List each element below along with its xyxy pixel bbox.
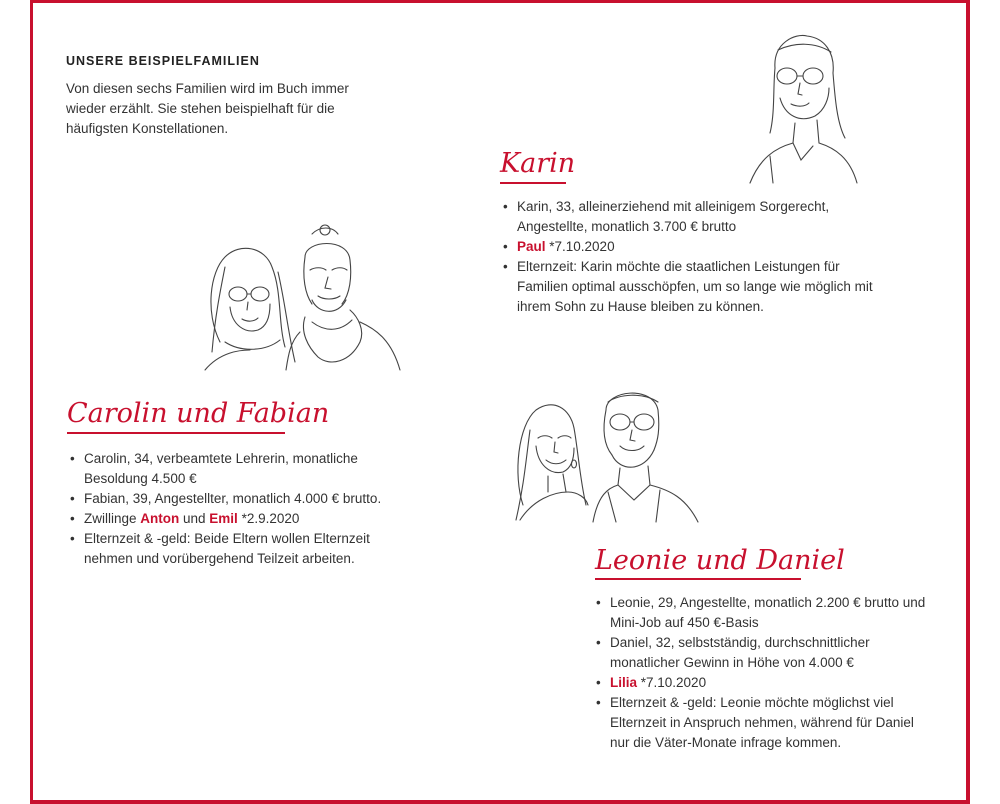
list-item: • Elternzeit & -geld: Beide Eltern wollen Elternzeit nehmen und vorübergehend Teilzeit arbeiten. [70,529,420,569]
section-title: UNSERE BEISPIELFAMILIEN [66,54,260,68]
carolin-fabian-underline [67,432,285,434]
list-item: • Fabian, 39, Angestellter, monatlich 4.000 € brutto. [70,489,420,509]
list-item: • Karin, 33, alleinerziehend mit alleinigem Sorgerecht, Angestellte, monatlich 3.700 € brutto [503,197,893,237]
list-item: • Lilia *7.10.2020 [596,673,936,693]
list-item: • Elternzeit & -geld: Leonie möchte möglichst viel Elternzeit in Anspruch nehmen, während für Daniel nur die Väter-Monate infrage kommen. [596,693,936,753]
carolin-fabian-facts [70,449,420,569]
carolin-fabian-name: Carolin und Fabian [67,398,330,429]
child-name: Emil [209,511,238,526]
karin-portrait-illustration [745,28,865,188]
karin-underline [500,182,566,184]
list-item: • Elternzeit: Karin möchte die staatlichen Leistungen für Familien optimal ausschöpfen, um so lange wie möglich mit ihrem Sohn zu Hause bleiben zu können. [503,257,893,317]
leonie-daniel-portrait-illustration [508,380,708,525]
leonie-daniel-facts [596,593,936,753]
child-name: Paul [517,239,546,254]
leonie-daniel-name: Leonie und Daniel [595,545,845,576]
carolin-fabian-portrait-illustration [200,222,405,372]
list-item: • Paul *7.10.2020 [503,237,893,257]
child-name: Lilia [610,675,638,690]
intro-text: Von diesen sechs Familien wird im Buch immer wieder erzählt. Sie stehen beispielhaft für die häufigsten Konstellationen. [66,81,349,136]
list-item: • Zwillinge Anton und Emil *2.9.2020 [70,509,420,529]
list-item: • Daniel, 32, selbstständig, durchschnittlicher monatlicher Gewinn in Höhe von 4.000 € [596,633,936,673]
child-name: Anton [140,511,180,526]
karin-facts [503,197,893,317]
karin-name: Karin [500,148,576,179]
leonie-daniel-underline [595,578,801,580]
list-item: • Carolin, 34, verbeamtete Lehrerin, monatliche Besoldung 4.500 € [70,449,420,489]
list-item: • Leonie, 29, Angestellte, monatlich 2.200 € brutto und Mini-Job auf 450 €-Basis [596,593,936,633]
